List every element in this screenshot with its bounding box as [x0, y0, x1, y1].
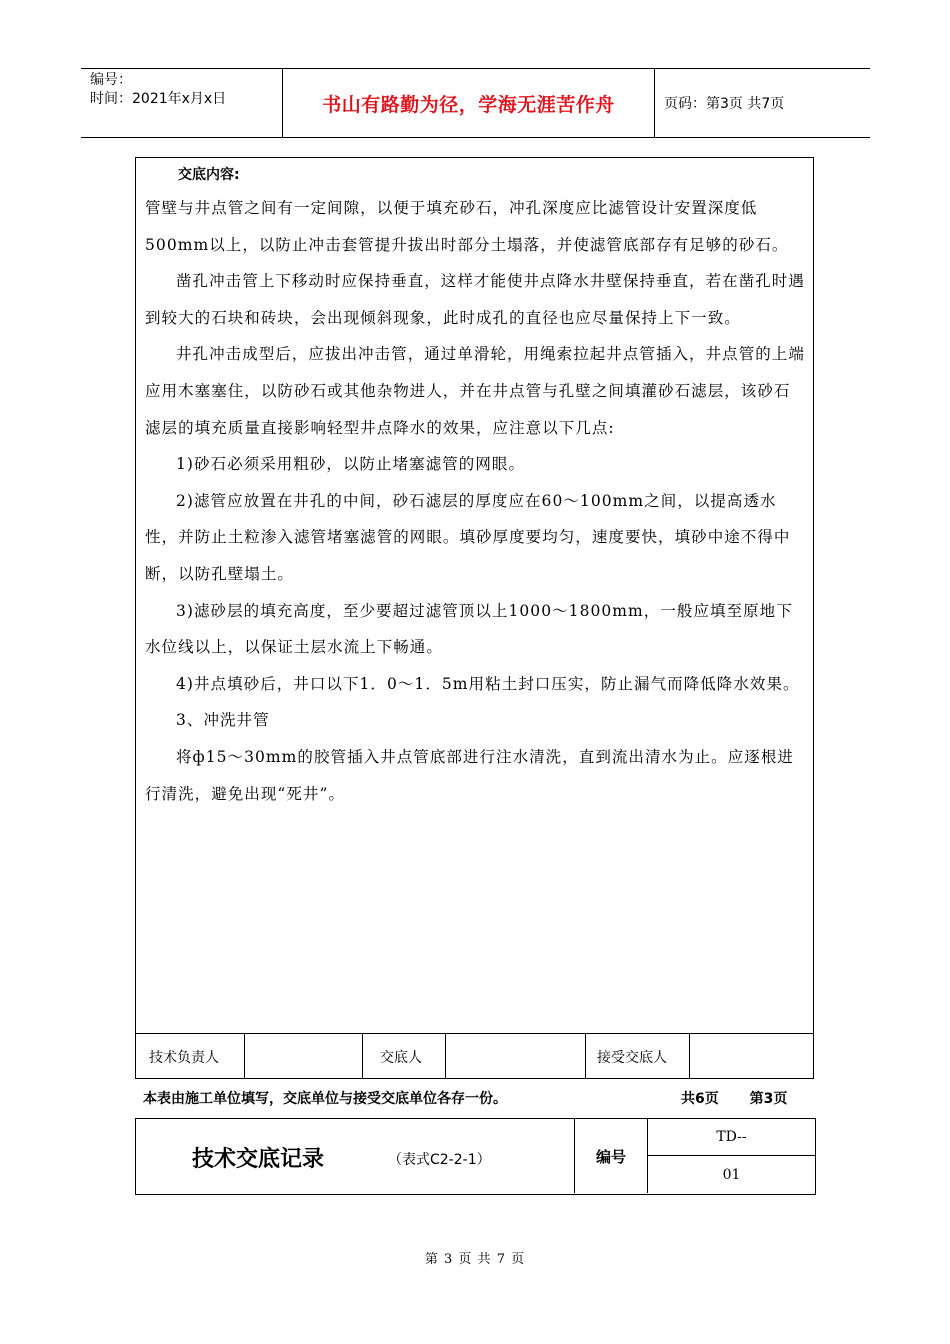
- content-paragraph: 2)滤管应放置在井孔的中间，砂石滤层的厚度应在60～100mm之间，以提高透水性，并防止土粒渗入滤管堵塞滤管的网眼。填砂厚度要均匀，速度要快，填砂中途不得中断，以防孔壁塌土。: [145, 491, 791, 583]
- cell-divider: [362, 1034, 363, 1079]
- record-form-code: （表式C2-2-1）: [388, 1152, 491, 1168]
- cell-divider: [445, 1034, 446, 1079]
- record-title: 技术交底记录: [192, 1147, 325, 1172]
- header-divider: [654, 69, 655, 137]
- header-number-label: 编号：: [90, 72, 132, 88]
- cell-divider: [244, 1034, 245, 1079]
- content-paragraph: 井孔冲击成型后，应拔出冲击管，通过单滑轮，用绳索拉起井点管插入，井点管的上端应用木塞塞住，以防砂石或其他杂物进人，并在井点管与孔壁之间填灌砂石滤层，该砂石滤层的填充质量直接影响轻型井点降水的效果，应注意以下几点:: [145, 345, 805, 437]
- footnote-pages: [681, 1088, 787, 1108]
- current-page: 第3页: [749, 1091, 788, 1107]
- record-number-label: 编号: [595, 1147, 626, 1166]
- cell-divider: [689, 1034, 690, 1079]
- record-td-code: TD--: [716, 1129, 747, 1145]
- handover-content-table: [135, 157, 814, 1079]
- content-paragraph: 将ф15～30mm的胶管插入井点管底部进行注水清洗，直到流出清水为止。应逐根进行清洗，避免出现“死井”。: [145, 747, 794, 803]
- content-paragraph: 凿孔冲击管上下移动时应保持垂直，这样才能使井点降水井壁保持垂直，若在凿孔时遇到较大的石块和砖块，会出现倾斜现象，此时成孔的直径也应尽量保持上下一致。: [145, 272, 805, 327]
- receiver-label: 接受交底人: [597, 1049, 667, 1066]
- header-date: 时间：2021年x月x日: [90, 91, 227, 107]
- content-paragraph: 3、冲洗井管: [176, 711, 270, 730]
- total-pages: 共6页: [681, 1091, 719, 1107]
- content-paragraph: 1)砂石必须采用粗砂，以防止堵塞滤管的网眼。: [176, 455, 526, 474]
- page-header: [81, 68, 870, 138]
- content-paragraph: 管壁与井点管之间有一定间隙，以便于填充砂石，冲孔深度应比滤管设计安置深度低500mm以上，以防止冲击套管提升拔出时部分土塌落，并使滤管底部存有足够的砂石。: [145, 199, 789, 254]
- content-paragraph: 4)井点填砂后，井口以下1．0～1．5m用粘土封口压实，防止漏气而降低降水效果。: [176, 674, 800, 693]
- tech-lead-label: 技术负责人: [149, 1049, 219, 1066]
- content-title: 交底内容:: [178, 167, 240, 183]
- header-page-info: 页码：第3页 共7页: [664, 96, 785, 112]
- signature-row: [136, 1033, 813, 1079]
- content-body: [145, 190, 805, 812]
- header-motto: 书山有路勤为径，学海无涯苦作舟: [322, 93, 615, 116]
- record-box: [135, 1118, 816, 1195]
- page-footer: 第 3 页 共 7 页: [424, 1252, 526, 1267]
- header-meta: [90, 71, 280, 109]
- cell-divider: [585, 1034, 586, 1079]
- handover-person-label: 交底人: [380, 1049, 422, 1066]
- content-paragraph: 3)滤砂层的填充高度，至少要超过滤管顶以上1000～1800mm，一般应填至原地下水位线以上，以保证土层水流上下畅通。: [145, 601, 793, 657]
- footnote: 本表由施工单位填写，交底单位与接受交底单位各存一份。: [143, 1091, 507, 1107]
- record-number-value: 01: [722, 1166, 741, 1183]
